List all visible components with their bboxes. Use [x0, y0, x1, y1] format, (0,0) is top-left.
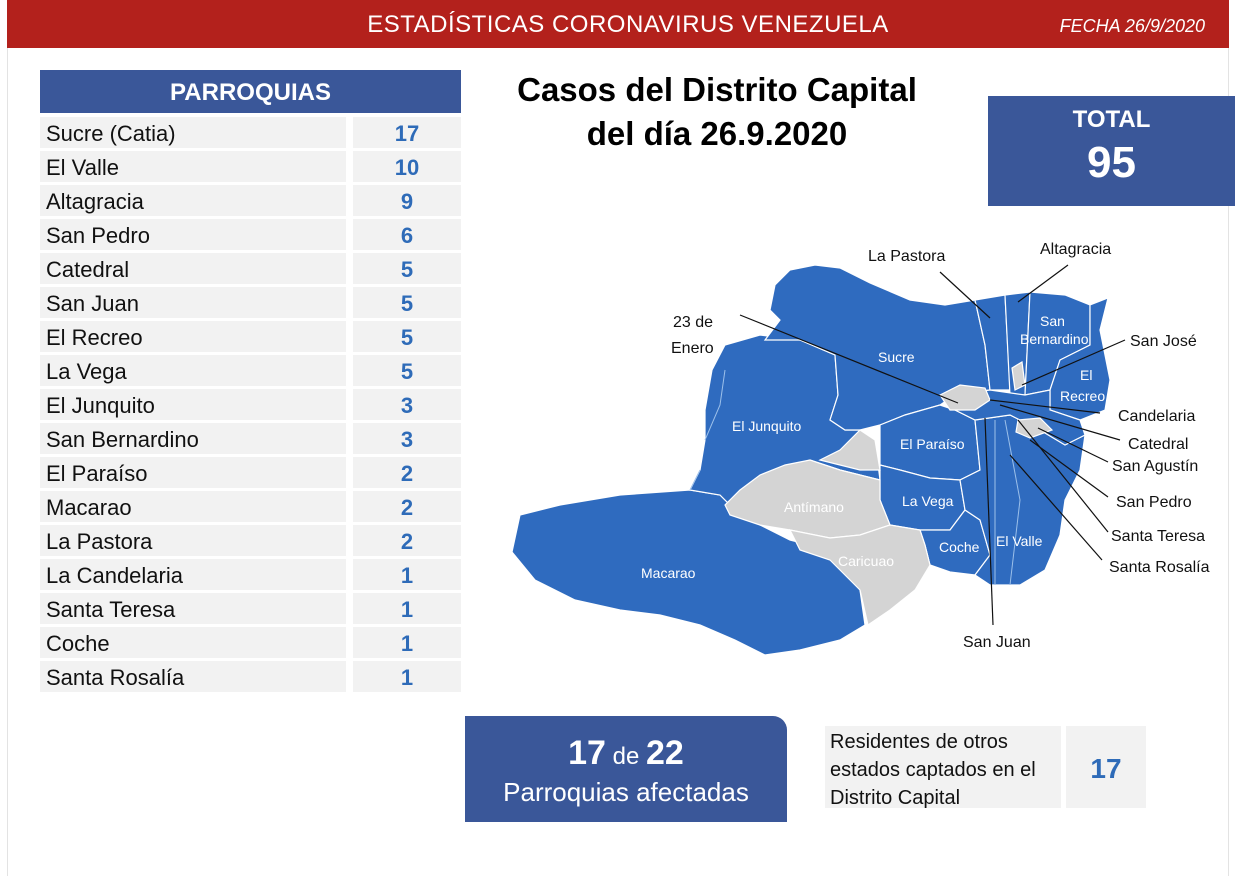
affected-parishes-box — [465, 716, 787, 822]
label-sucre: Sucre — [878, 349, 915, 365]
parroquia-name: El Valle — [40, 151, 346, 182]
parroquia-count: 5 — [353, 253, 461, 284]
affected-label: Parroquias afectadas — [503, 777, 749, 807]
parroquia-count: 2 — [353, 491, 461, 522]
label-coche: Coche — [939, 539, 980, 555]
parroquias-heading: PARROQUIAS — [40, 70, 461, 113]
label-macarao: Macarao — [641, 565, 696, 581]
map-title-line1: Casos del Distrito Capital — [517, 71, 917, 108]
header-title: ESTADÍSTICAS CORONAVIRUS VENEZUELA — [367, 11, 889, 38]
label-santa-teresa: Santa Teresa — [1111, 528, 1205, 545]
parroquia-name: Altagracia — [40, 185, 346, 216]
parroquia-name: El Junquito — [40, 389, 346, 420]
label-caricuao: Caricuao — [838, 553, 895, 569]
parroquia-count: 17 — [353, 117, 461, 148]
residents-text — [825, 726, 1061, 808]
parroquia-count: 9 — [353, 185, 461, 216]
parroquia-count: 1 — [353, 593, 461, 624]
parroquia-name: San Pedro — [40, 219, 346, 250]
parroquia-name: Santa Rosalía — [40, 661, 346, 692]
parroquia-name: San Bernardino — [40, 423, 346, 454]
parroquia-name: Santa Teresa — [40, 593, 346, 624]
parroquia-count: 5 — [353, 321, 461, 352]
label-san-bernardino-1: San — [1040, 313, 1065, 329]
parroquia-name: La Candelaria — [40, 559, 346, 590]
parroquia-count: 6 — [353, 219, 461, 250]
residents-text-line1: Residentes de otros — [830, 731, 1008, 753]
map-regions — [512, 265, 1110, 655]
label-el-valle: El Valle — [996, 533, 1043, 549]
label-san-pedro: San Pedro — [1116, 494, 1192, 511]
header-date: FECHA 26/9/2020 — [1059, 16, 1205, 36]
map-title-line2: del día 26.9.2020 — [586, 115, 848, 152]
parroquia-name: Macarao — [40, 491, 346, 522]
residents-value: 17 — [1066, 726, 1146, 808]
label-23-de-enero-2: Enero — [671, 340, 714, 357]
parroquia-count: 1 — [353, 559, 461, 590]
label-el-junquito: El Junquito — [732, 418, 802, 434]
parroquia-name: El Paraíso — [40, 457, 346, 488]
label-altagracia: Altagracia — [1040, 241, 1112, 258]
label-el-recreo-1: El — [1080, 367, 1093, 383]
label-la-vega: La Vega — [902, 493, 954, 509]
label-san-juan: San Juan — [963, 634, 1031, 651]
affected-count: 17 — [568, 734, 606, 772]
parroquia-count: 1 — [353, 627, 461, 658]
parroquia-name: La Vega — [40, 355, 346, 386]
region-san-jose — [1012, 362, 1025, 390]
parroquia-count: 3 — [353, 389, 461, 420]
parroquia-name: La Pastora — [40, 525, 346, 556]
parroquia-count: 5 — [353, 287, 461, 318]
affected-ratio — [465, 734, 787, 773]
parroquia-name: Coche — [40, 627, 346, 658]
total-value: 95 — [1087, 138, 1136, 187]
parroquia-count: 2 — [353, 525, 461, 556]
parroquia-name: San Juan — [40, 287, 346, 318]
parroquia-count: 3 — [353, 423, 461, 454]
label-san-bernardino-2: Bernardino — [1020, 331, 1089, 347]
parroquia-count: 1 — [353, 661, 461, 692]
label-la-pastora: La Pastora — [868, 248, 946, 265]
label-santa-rosalia: Santa Rosalía — [1109, 559, 1210, 576]
total-label: TOTAL — [1072, 106, 1151, 133]
residents-text-line2: estados captados en el — [830, 759, 1036, 781]
label-el-paraiso: El Paraíso — [900, 436, 965, 452]
label-candelaria: Candelaria — [1118, 408, 1196, 425]
parroquia-count: 10 — [353, 151, 461, 182]
affected-total: 22 — [646, 734, 684, 772]
parroquia-name: Sucre (Catia) — [40, 117, 346, 148]
parroquia-count: 2 — [353, 457, 461, 488]
label-23-de-enero-1: 23 de — [673, 314, 714, 331]
label-antimano: Antímano — [784, 499, 844, 515]
label-san-agustin: San Agustín — [1112, 458, 1199, 475]
label-el-recreo-2: Recreo — [1060, 388, 1106, 404]
residents-text-line3: Distrito Capital — [830, 787, 961, 809]
parroquia-name: El Recreo — [40, 321, 346, 352]
label-san-jose: San José — [1130, 333, 1197, 350]
parroquia-name: Catedral — [40, 253, 346, 284]
label-catedral: Catedral — [1128, 436, 1189, 453]
affected-connector: de — [612, 743, 640, 770]
parroquia-count: 5 — [353, 355, 461, 386]
